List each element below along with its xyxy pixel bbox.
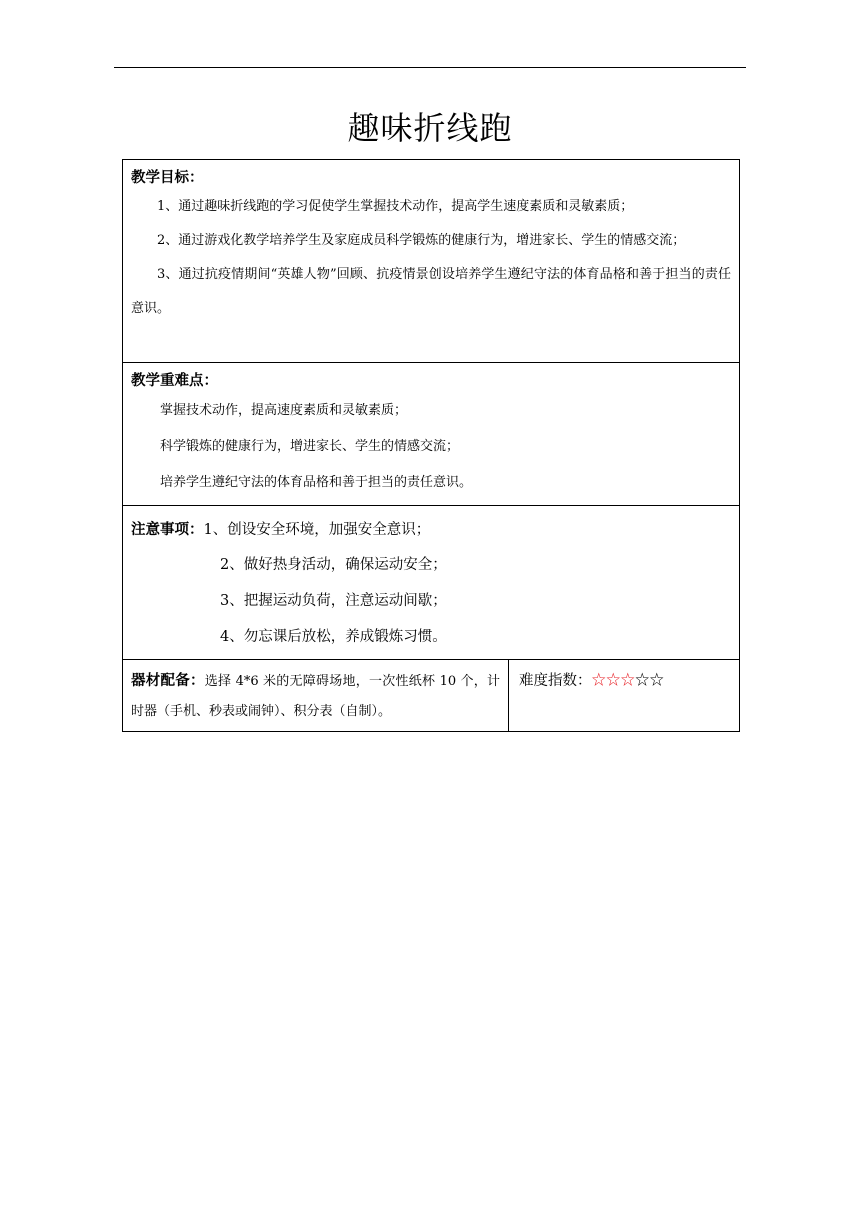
- note-item: 4、勿忘课后放松，养成锻炼习惯。: [220, 629, 447, 645]
- objective-item: 2、通过游戏化教学培养学生及家庭成员科学锻炼的健康行为，增进家长、学生的情感交流；: [157, 233, 686, 248]
- equipment-cell: [123, 660, 509, 732]
- document-title: 趣味折线跑: [347, 109, 513, 147]
- equipment-text: 选择 4*6 米的无障碍场地，一次性纸杯 10 个，计时器（手机、秒表或闹钟）、积分表（自制）。: [131, 674, 500, 719]
- key-point-item: 科学锻炼的健康行为，增进家长、学生的情感交流；: [160, 439, 460, 454]
- header-rule: [114, 67, 746, 68]
- equipment-heading: 器材配备：: [131, 673, 205, 689]
- difficulty-cell: [509, 660, 740, 732]
- notes-row: [123, 506, 740, 660]
- objectives-row: [123, 160, 740, 363]
- difficulty-empty-stars-icon: ☆☆: [635, 673, 664, 689]
- key-point-item: 培养学生遵纪守法的体育品格和善于担当的责任意识。: [160, 475, 473, 490]
- notes-heading: 注意事项：: [131, 522, 204, 538]
- key-point-item: 掌握技术动作，提高速度素质和灵敏素质；: [160, 403, 408, 418]
- key-points-cell: [123, 363, 740, 506]
- note-item: 1、创设安全环境，加强安全意识；: [203, 522, 431, 538]
- objective-item: 3、通过抗疫情期间“英雄人物”回顾、抗疫情景创设培养学生遵纪守法的体育品格和善于担当的责任意识。: [131, 267, 732, 316]
- objectives-cell: [123, 160, 740, 363]
- difficulty-filled-stars-icon: ☆☆☆: [591, 673, 635, 689]
- lesson-plan-table: [122, 159, 740, 732]
- note-item: 2、做好热身活动，确保运动安全；: [220, 557, 447, 573]
- key-points-row: [123, 363, 740, 506]
- objective-item: 1、通过趣味折线跑的学习促使学生掌握技术动作，提高学生速度素质和灵敏素质；: [157, 199, 634, 214]
- difficulty-label: 难度指数：: [519, 673, 592, 689]
- key-points-heading: 教学重难点：: [131, 373, 218, 389]
- notes-cell: [123, 506, 740, 660]
- equipment-row: [123, 660, 740, 732]
- note-item: 3、把握运动负荷，注意运动间歇；: [220, 593, 447, 609]
- objectives-heading: 教学目标：: [131, 170, 204, 186]
